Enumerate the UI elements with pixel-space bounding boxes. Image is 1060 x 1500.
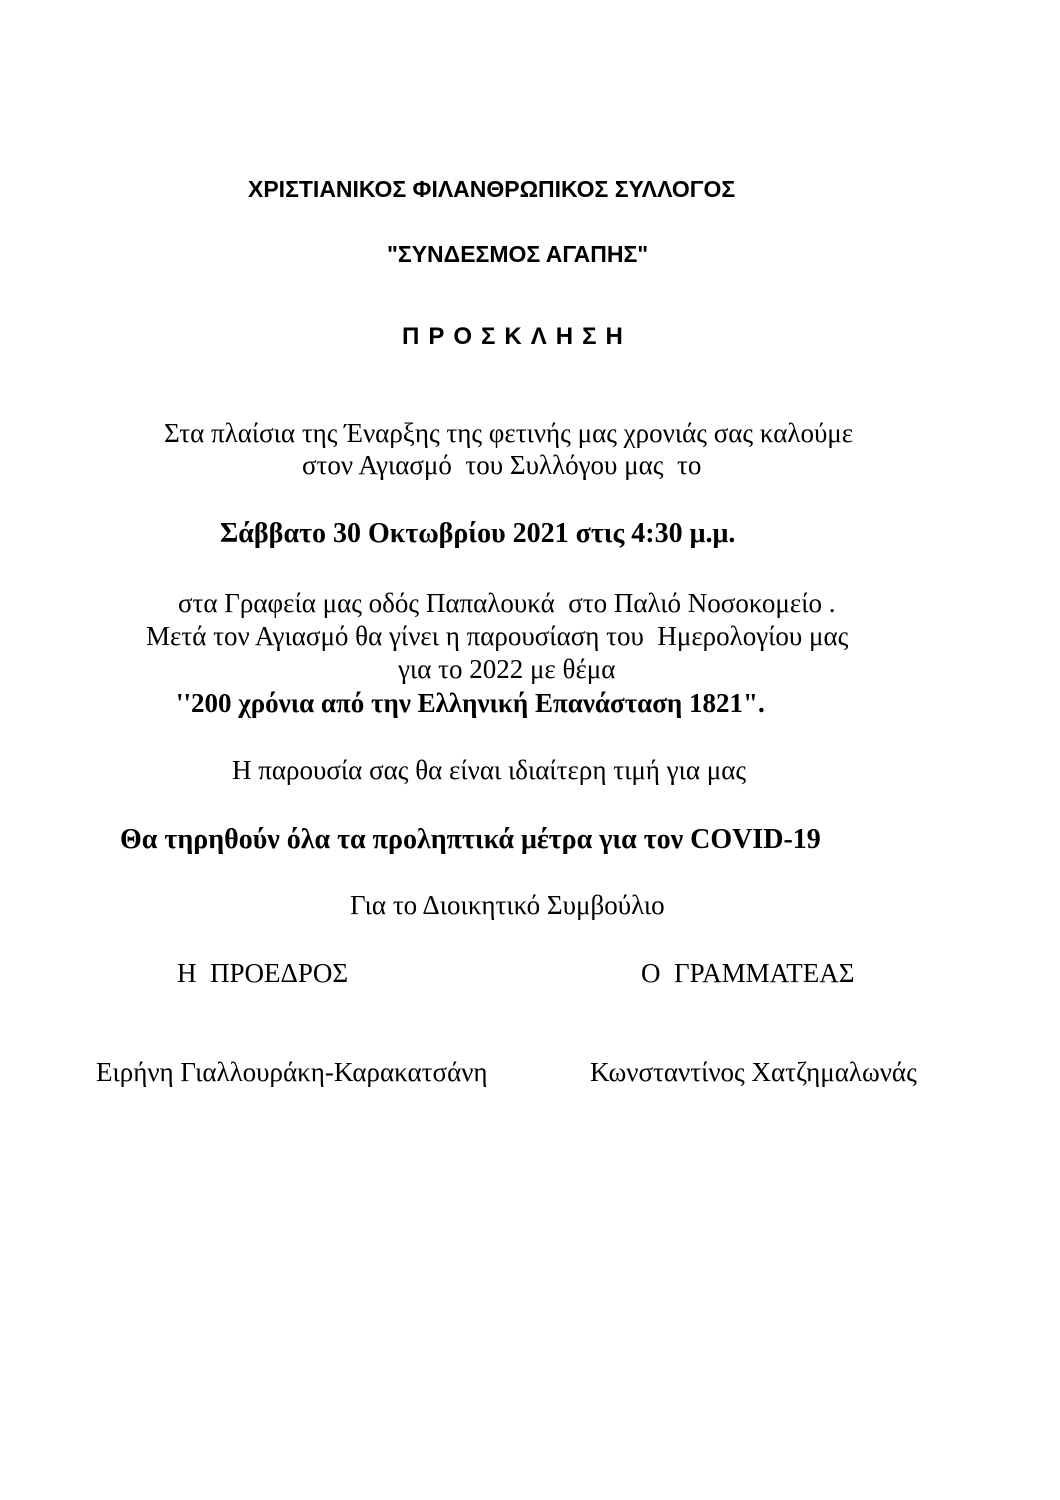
- place-line-3: για το 2022 με θέμα: [398, 654, 616, 684]
- calendar-theme: ''200 χρόνια από την Ελληνική Επανάσταση 1821".: [176, 688, 765, 718]
- document-title: ΠΡΟΣΚΛΗΣΗ: [402, 323, 632, 350]
- organization-name: ΧΡΙΣΤΙΑΝΙΚΟΣ ΦΙΛΑΝΘΡΩΠΙΚΟΣ ΣΥΛΛΟΓΟΣ: [248, 176, 736, 202]
- organization-subtitle: "ΣΥΝΔΕΣΜΟΣ ΑΓΑΠΗΣ": [387, 241, 649, 267]
- secretary-name: Κωνσταντίνος Χατζημαλωνάς: [590, 1057, 917, 1087]
- honor-line: Η παρουσία σας θα είναι ιδιαίτερη τιμή για μας: [232, 755, 747, 785]
- place-line-2: Μετά τον Αγιασμό θα γίνει η παρουσίαση του Ημερολογίου μας: [146, 621, 849, 651]
- secretary-title: Ο ΓΡΑΜΜΑΤΕΑΣ: [641, 958, 855, 988]
- place-line-1: στα Γραφεία μας οδός Παπαλουκά στο Παλιό Νοσοκομείο .: [178, 588, 836, 618]
- event-date: Σάββατο 30 Οκτωβρίου 2021 στις 4:30 μ.μ.: [220, 518, 736, 549]
- covid-notice: Θα τηρηθούν όλα τα προληπτικά μέτρα για τον COVID-19: [120, 824, 821, 855]
- intro-line-2: στον Αγιασμό του Συλλόγου μας το: [302, 450, 702, 480]
- president-title: Η ΠΡΟΕΔΡΟΣ: [177, 958, 349, 988]
- president-name: Ειρήνη Γιαλλουράκη-Καρακατσάνη: [96, 1057, 488, 1087]
- intro-line-1: Στα πλαίσια της Έναρξης της φετινής μας χρονιάς σας καλούμε: [164, 418, 854, 448]
- board-line: Για το Διοικητικό Συμβούλιο: [350, 890, 665, 920]
